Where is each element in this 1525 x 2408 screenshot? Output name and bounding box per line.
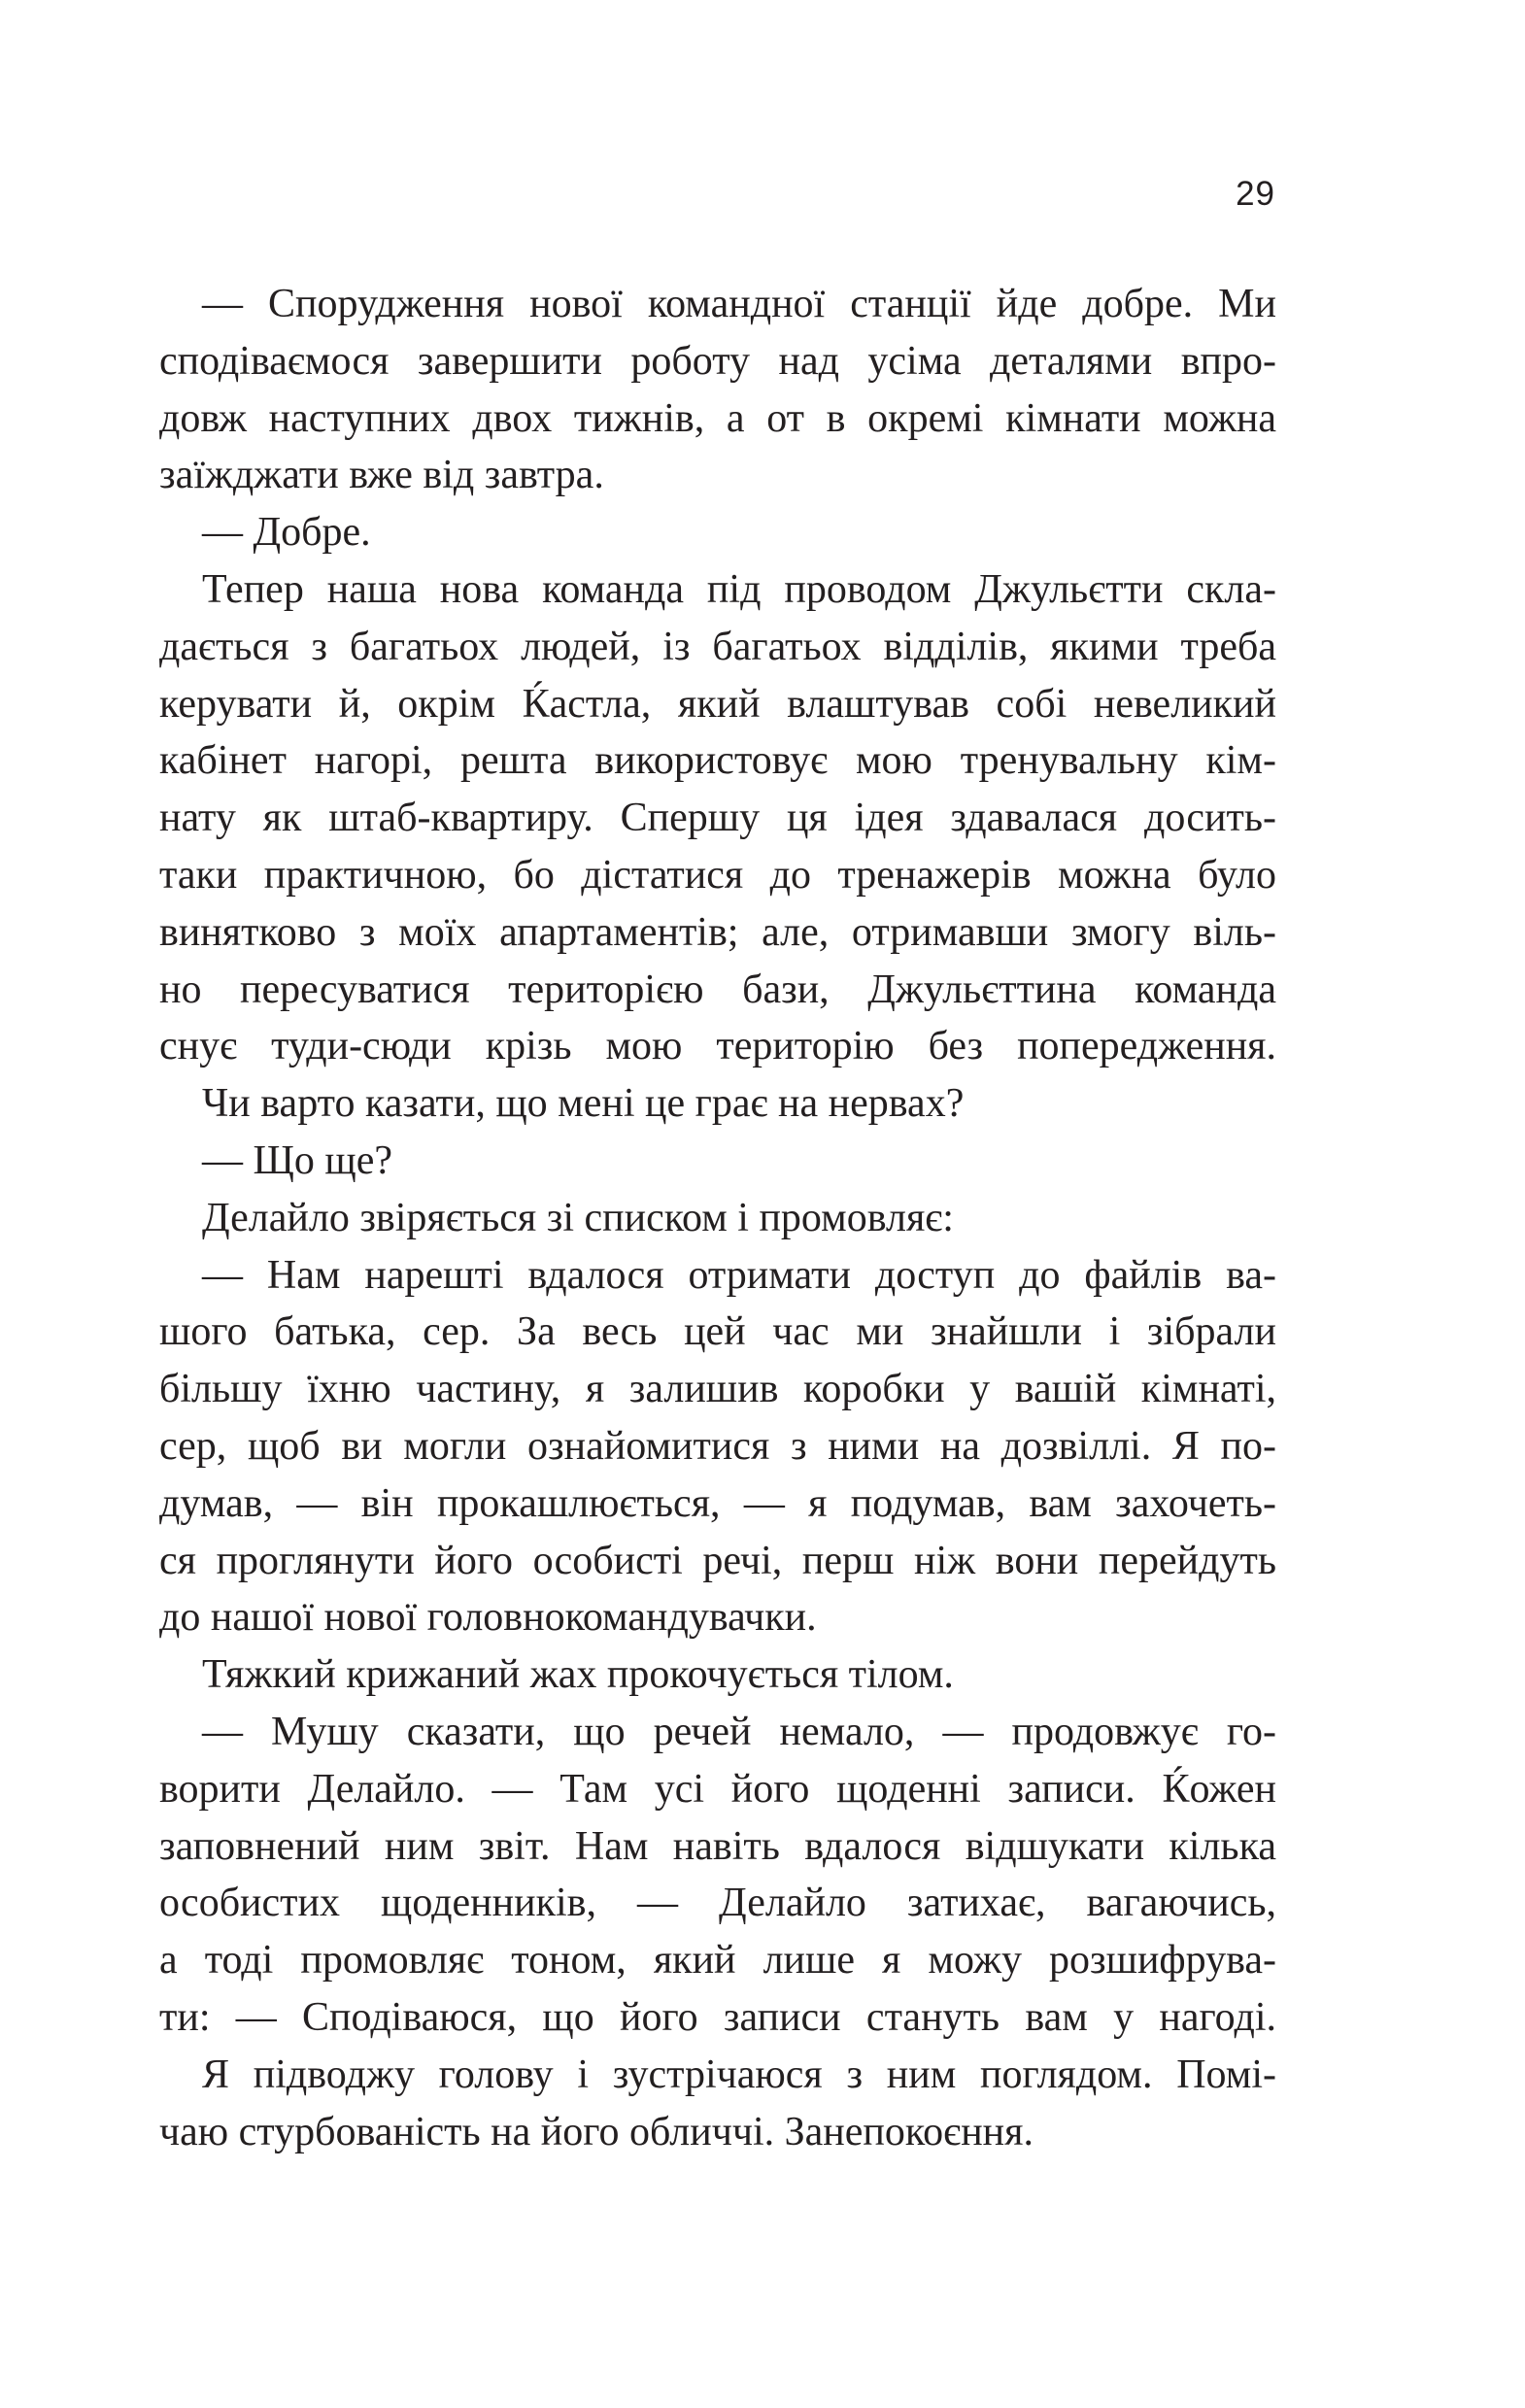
page-number: 29 xyxy=(1236,175,1275,213)
text-line: більшу їхню частину, я залишив коробки у вашій кімнаті, xyxy=(159,1367,1276,1412)
text-line: Тяжкий крижаний жах прокочується тілом. xyxy=(202,1652,954,1698)
text-line: — Мушу сказати, що речей немало, — продовжує го- xyxy=(202,1709,1276,1754)
text-line: нату як штаб-квартиру. Спершу ця ідея здавалася досить- xyxy=(159,796,1276,841)
text-line: керувати й, окрім Ќастла, який влаштував собі невеликий xyxy=(159,681,1276,727)
text-line: снує туди-сюди крізь мою територію без попередження. xyxy=(159,1024,1276,1069)
text-line: ти: — Сподіваюся, що його записи стануть вам у нагоді. xyxy=(159,1994,1276,2040)
text-line: Я підводжу голову і зустрічаюся з ним поглядом. Помі- xyxy=(202,2052,1276,2097)
text-line: Тепер наша нова команда під проводом Джульєтти скла- xyxy=(202,566,1276,612)
text-line: чаю стурбованість на його обличчі. Занепокоєння. xyxy=(159,2109,1034,2154)
text-line: — Нам нарешті вдалося отримати доступ до файлів ва- xyxy=(202,1252,1276,1298)
text-line: особистих щоденників, — Делайло затихає, вагаючись, xyxy=(159,1881,1276,1926)
text-line: таки практичною, бо дістатися до тренажерів можна було xyxy=(159,852,1276,898)
text-line: Делайло звіряється зі списком і промовляє: xyxy=(202,1195,954,1240)
text-line: ся проглянути його особисті речі, перш ніж вони перейдуть xyxy=(159,1538,1276,1583)
text-line: сподіваємося завершити роботу над усіма деталями впро- xyxy=(159,338,1276,384)
text-line: но пересуватися територією бази, Джульєттина команда xyxy=(159,967,1276,1012)
text-line: — Спорудження нової командної станції йде добре. Ми xyxy=(202,282,1276,326)
text-line: ворити Делайло. — Там усі його щоденні записи. Ќожен xyxy=(159,1766,1276,1812)
text-line: шого батька, сер. За весь цей час ми знайшли і зібрали xyxy=(159,1309,1276,1355)
text-line: заповнений ним звіт. Нам навіть вдалося відшукати кілька xyxy=(159,1823,1276,1869)
text-line: кабінет нагорі, решта використовує мою тренувальну кім- xyxy=(159,738,1276,784)
text-line: заїжджати вже від завтра. xyxy=(159,453,604,498)
text-line: сер, щоб ви могли ознайомитися з ними на дозвіллі. Я по- xyxy=(159,1423,1276,1469)
text-line: винятково з моїх апартаментів; але, отримавши змогу віль- xyxy=(159,909,1276,955)
text-line: дається з багатьох людей, із багатьох відділів, якими треба xyxy=(159,624,1276,669)
text-line: а тоді промовляє тоном, який лише я можу розшифрува- xyxy=(159,1938,1276,1984)
text-line: думав, — він прокашлюється, — я подумав, вам захочеть- xyxy=(159,1480,1276,1526)
text-line: — Добре. xyxy=(202,510,371,556)
text-line: Чи варто казати, що мені це грає на нервах? xyxy=(202,1081,965,1127)
text-line: довж наступних двох тижнів, а от в окремі кімнати можна xyxy=(159,395,1276,441)
body-text xyxy=(159,276,1276,2160)
text-line: — Що ще? xyxy=(202,1137,392,1183)
text-line: до нашої нової головнокомандувачки. xyxy=(159,1595,817,1641)
